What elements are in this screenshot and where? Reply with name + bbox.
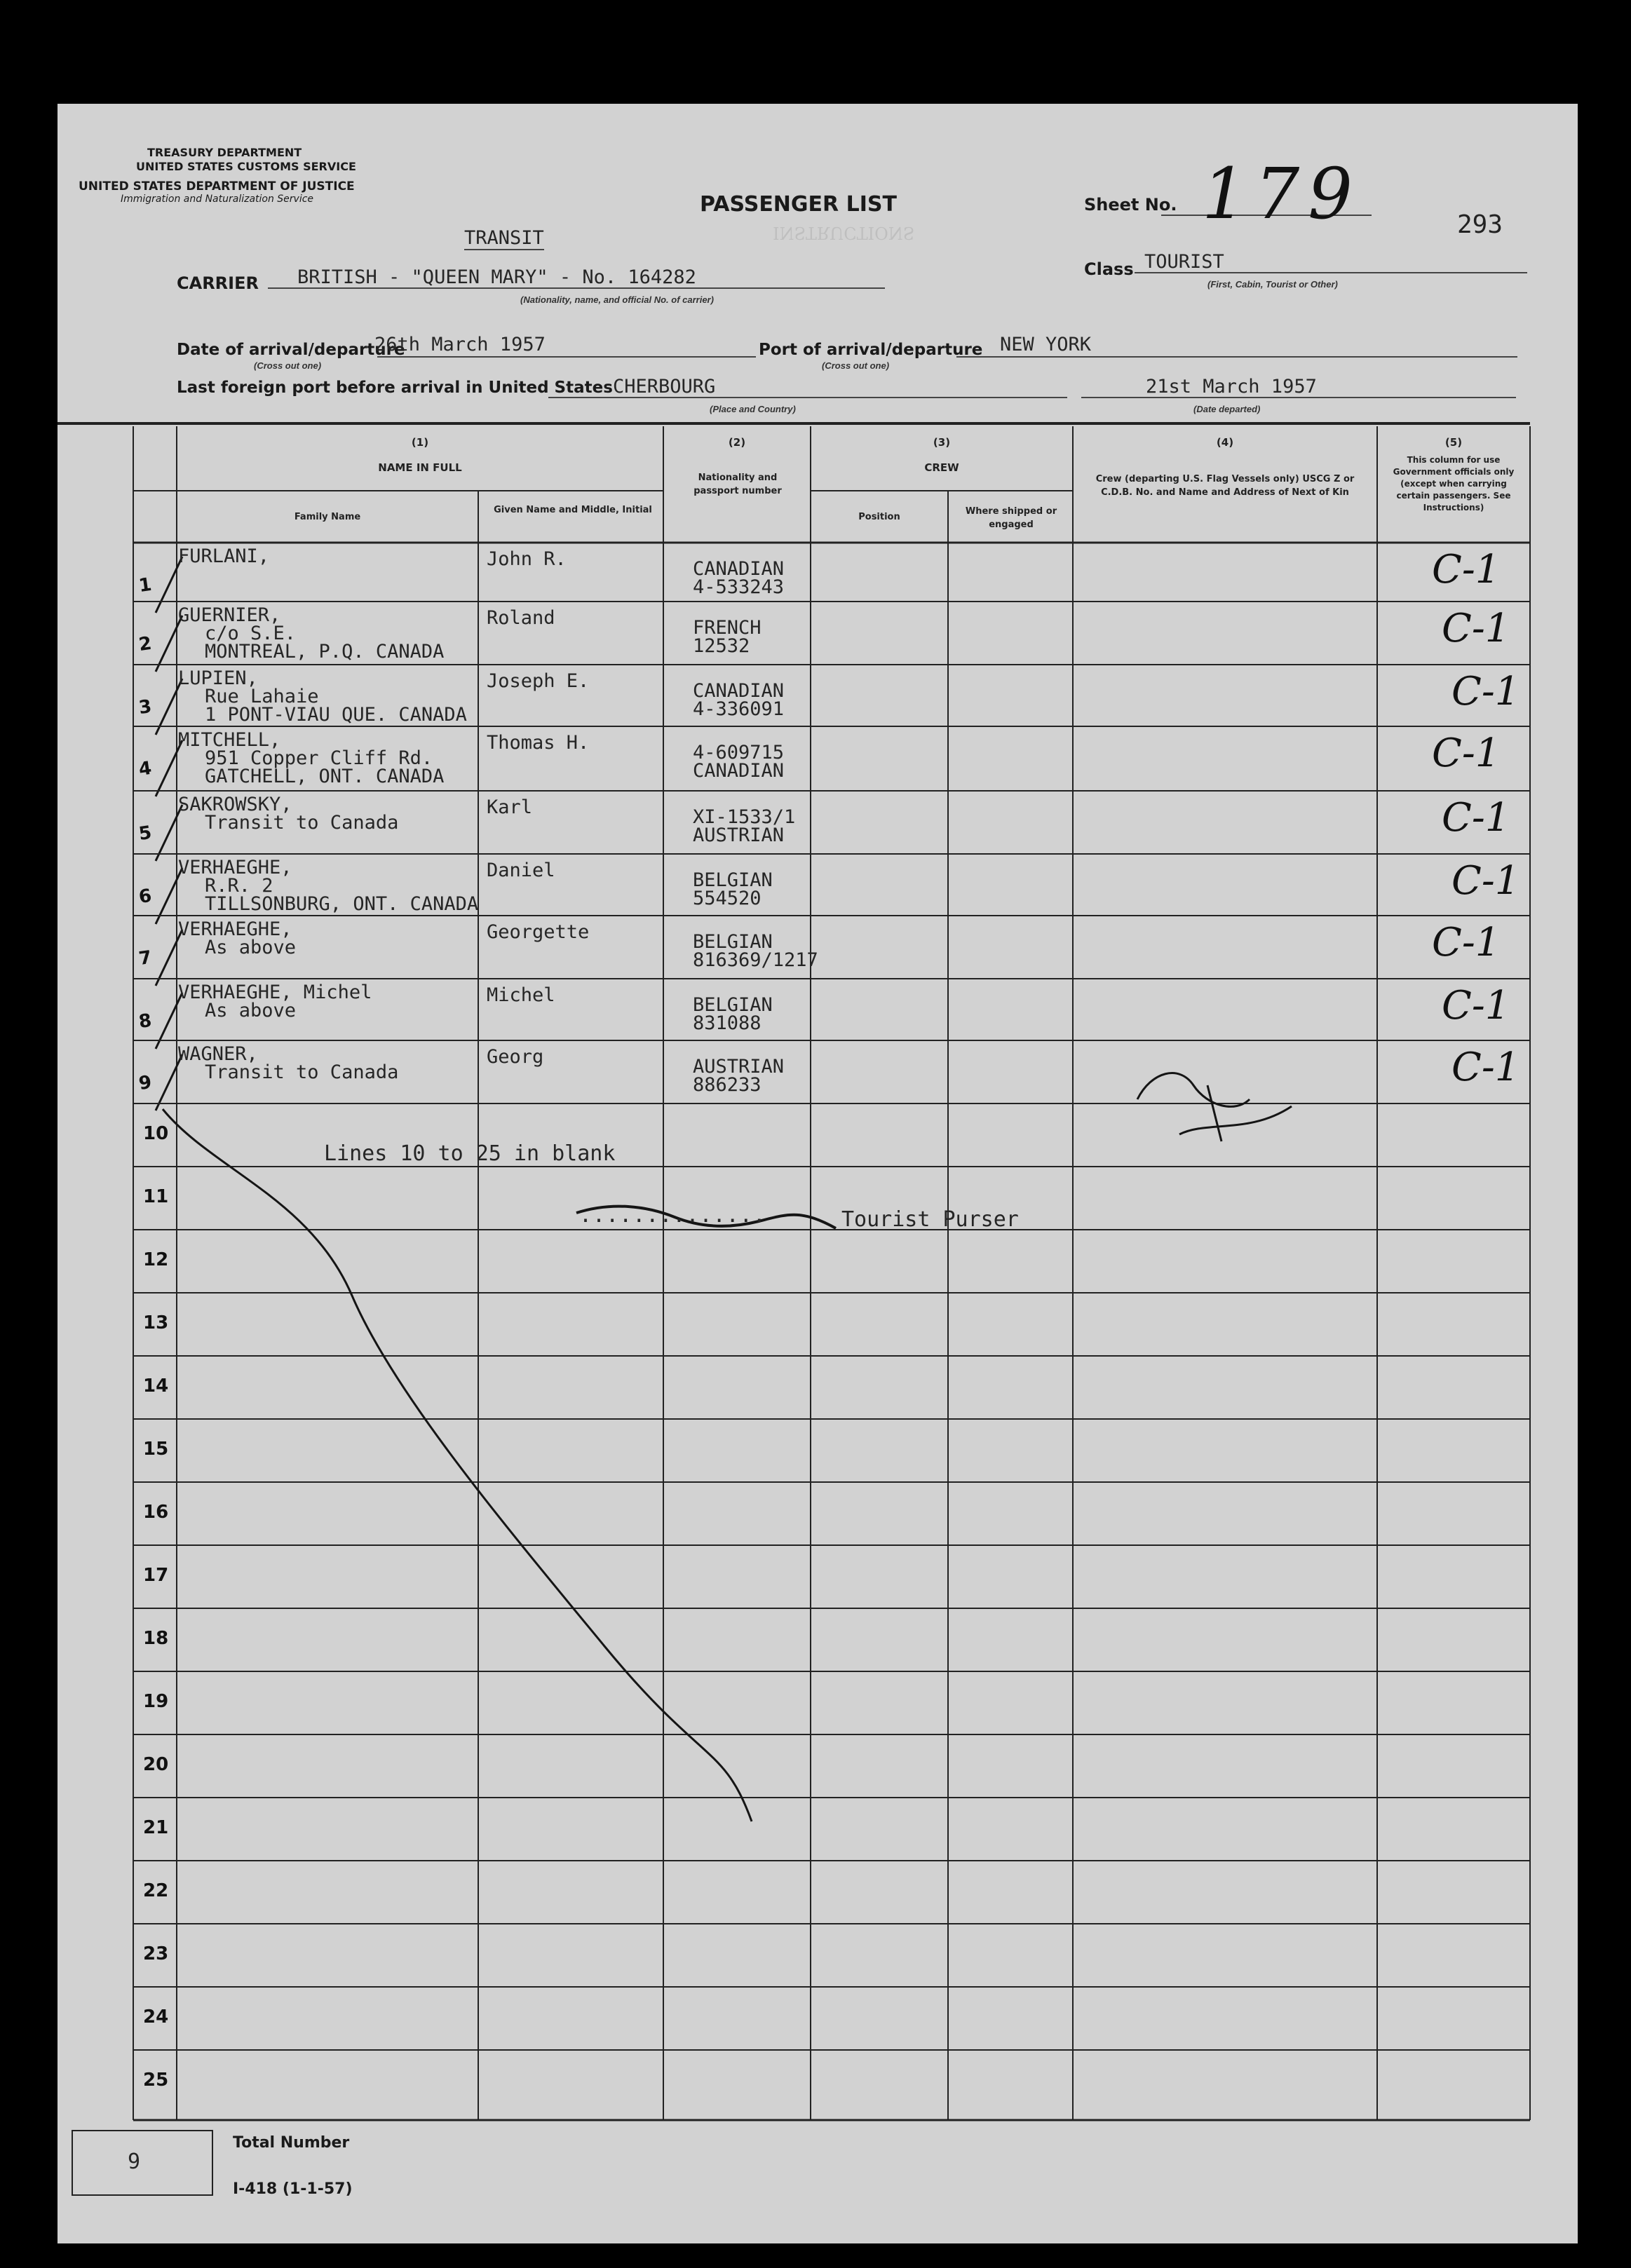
place-note: (Place and Country) (710, 404, 796, 414)
row-number: 16 (143, 1502, 169, 1523)
row-number: 25 (143, 2070, 169, 2091)
port-label: Port of arrival/departure (759, 341, 983, 359)
family-name: VERHAEGHE, (178, 918, 292, 940)
col4-title: Crew (departing U.S. Flag Vessels only) USCG Z or C.D.B. No. and Name and Address of Next of Kin (1095, 474, 1355, 498)
family-name: WAGNER, (178, 1043, 258, 1065)
col2-title: Nationality and passport number (693, 473, 782, 496)
family-name: FURLANI, (178, 545, 270, 567)
col-family-name: Family Name (294, 512, 361, 522)
total-value: 9 (128, 2150, 141, 2174)
row-number: 14 (143, 1376, 169, 1397)
address-line-1: Transit to Canada (205, 1061, 399, 1083)
passport-number: 4-533243 (693, 576, 785, 598)
transit-label: TRANSIT (464, 227, 544, 249)
passenger-list-form (57, 104, 1578, 2243)
family-name: VERHAEGHE, (178, 857, 292, 878)
official-mark: C-1 (1432, 547, 1501, 592)
family-name: LUPIEN, (178, 667, 258, 689)
row-number: 3 (137, 695, 154, 719)
col-position: Position (858, 512, 900, 522)
form-number: I-418 (1-1-57) (233, 2180, 353, 2198)
row-number: 21 (143, 1817, 169, 1838)
nationality: CANADIAN (693, 558, 785, 580)
family-name: GUERNIER, (178, 604, 281, 626)
row-number: 4 (137, 757, 154, 781)
dept-justice: UNITED STATES DEPARTMENT OF JUSTICE (79, 179, 355, 193)
given-name: Georg (487, 1046, 544, 1068)
official-mark: C-1 (1451, 669, 1520, 714)
address-line-2: TILLSONBURG, ONT. CANADA (205, 893, 479, 915)
nationality: AUSTRIAN (693, 1056, 785, 1078)
official-signature (1137, 1073, 1292, 1141)
address-line-1: Transit to Canada (205, 812, 399, 834)
row-number: 7 (137, 946, 154, 970)
nationality: 4-609715 (693, 742, 785, 763)
carrier-label: CARRIER (177, 273, 259, 293)
date-departed-note: (Date departed) (1193, 404, 1261, 414)
given-name: Michel (487, 984, 555, 1006)
dept-customs: UNITED STATES CUSTOMS SERVICE (136, 160, 356, 173)
given-name: Georgette (487, 921, 590, 943)
row-number: 9 (137, 1071, 154, 1095)
arrival-value: 26th March 1957 (374, 334, 546, 355)
row-number: 19 (143, 1691, 169, 1712)
col3-title: CREW (924, 461, 959, 474)
purser-dots: .............. (579, 1203, 766, 1228)
passport-number: CANADIAN (693, 760, 785, 782)
row-number: 13 (143, 1312, 169, 1333)
col5-title: This column for use Government officials only (except when carrying certain passengers. See Instructions) (1393, 455, 1515, 512)
port-value: NEW YORK (1000, 334, 1092, 355)
family-name: SAKROWSKY, (178, 794, 292, 815)
row-number: 11 (143, 1186, 169, 1207)
date-departed: 21st March 1957 (1146, 376, 1317, 398)
address-line-1: 951 Copper Cliff Rd. (205, 747, 433, 769)
sheet-label: Sheet No. (1084, 195, 1177, 215)
row-number: 12 (143, 1249, 169, 1270)
carrier-note: (Nationality, name, and official No. of carrier) (520, 294, 714, 305)
official-mark: C-1 (1432, 731, 1501, 776)
official-mark: C-1 (1432, 920, 1501, 965)
class-value: TOURIST (1144, 251, 1224, 273)
passport-number: 886233 (693, 1074, 762, 1096)
row-number: 6 (137, 885, 154, 909)
col2-number: (2) (728, 436, 746, 449)
purser-title: Tourist Purser (841, 1207, 1019, 1232)
address-line-2: 1 PONT-VIAU QUE. CANADA (205, 704, 467, 726)
row-number: 23 (143, 1943, 169, 1964)
page-title: PASSENGER LIST (700, 192, 897, 217)
passport-number: 12532 (693, 635, 750, 657)
col-where-shipped: Where shipped or engaged (965, 506, 1057, 530)
row-number: 18 (143, 1628, 169, 1649)
row-number: 1 (137, 573, 154, 597)
family-name: VERHAEGHE, Michel (178, 982, 372, 1003)
col5-number: (5) (1444, 436, 1463, 449)
nationality: BELGIAN (693, 931, 773, 953)
address-line-2: GATCHELL, ONT. CANADA (205, 766, 445, 787)
official-mark: C-1 (1442, 606, 1510, 651)
class-note: (First, Cabin, Tourist or Other) (1207, 279, 1338, 290)
passport-number: AUSTRIAN (693, 824, 785, 846)
given-name: Roland (487, 607, 555, 629)
row-number: 15 (143, 1439, 169, 1460)
row-number: 8 (137, 1010, 154, 1033)
address-line-1: Rue Lahaie (205, 686, 319, 707)
passport-number: 831088 (693, 1012, 762, 1034)
nationality: BELGIAN (693, 869, 773, 891)
col1-title: NAME IN FULL (378, 461, 462, 474)
col4-number: (4) (1216, 436, 1234, 449)
given-name: Daniel (487, 860, 555, 881)
given-name: Thomas H. (487, 732, 590, 754)
row-number: 17 (143, 1565, 169, 1586)
dept-ins: Immigration and Naturalization Service (121, 193, 314, 205)
page-number: 293 (1457, 210, 1503, 239)
row-number: 24 (143, 2006, 169, 2028)
total-box (72, 2130, 213, 2196)
blank-lines-note: Lines 10 to 25 in blank (324, 1141, 616, 1166)
table-grid (57, 104, 1578, 2243)
given-name: John R. (487, 548, 567, 570)
given-name: Joseph E. (487, 670, 590, 692)
last-port-value: CHERBOURG (613, 376, 716, 398)
port-cross-note: (Cross out one) (822, 360, 890, 371)
carrier-value: BRITISH - "QUEEN MARY" - No. 164282 (297, 266, 696, 288)
official-mark: C-1 (1442, 983, 1510, 1028)
given-name: Karl (487, 796, 533, 818)
row-number: 10 (143, 1123, 169, 1144)
family-name: MITCHELL, (178, 729, 281, 751)
nationality: FRENCH (693, 617, 762, 639)
address-line-1: As above (205, 937, 297, 958)
address-line-1: R.R. 2 (205, 875, 273, 897)
arrival-label: Date of arrival/departure (177, 341, 405, 359)
nationality: XI-1533/1 (693, 806, 796, 828)
passport-number: 4-336091 (693, 698, 785, 720)
last-port-label: Last foreign port before arrival in United States (177, 379, 613, 397)
address-line-1: As above (205, 1000, 297, 1021)
passport-number: 554520 (693, 888, 762, 909)
total-label: Total Number (233, 2134, 350, 2152)
dept-treasury: TREASURY DEPARTMENT (147, 146, 302, 159)
col-given-name: Given Name and Middle, Initial (494, 505, 652, 515)
bleed-through-text: INSTRUCTIONS (773, 223, 915, 243)
official-mark: C-1 (1451, 1045, 1520, 1090)
col1-number: (1) (411, 436, 429, 449)
arrival-cross-note: (Cross out one) (254, 360, 322, 371)
nationality: CANADIAN (693, 680, 785, 702)
row-number: 22 (143, 1880, 169, 1901)
official-mark: C-1 (1451, 858, 1520, 904)
official-mark: C-1 (1442, 795, 1510, 841)
passport-number: 816369/1217 (693, 949, 818, 971)
row-number: 2 (137, 632, 154, 656)
nationality: BELGIAN (693, 994, 773, 1016)
row-number: 20 (143, 1754, 169, 1775)
row-number: 5 (137, 822, 154, 846)
sheet-number: 179 (1202, 153, 1361, 235)
address-line-2: MONTREAL, P.Q. CANADA (205, 641, 445, 663)
col3-number: (3) (933, 436, 951, 449)
address-line-1: c/o S.E. (205, 623, 297, 644)
class-label: Class (1084, 259, 1134, 279)
